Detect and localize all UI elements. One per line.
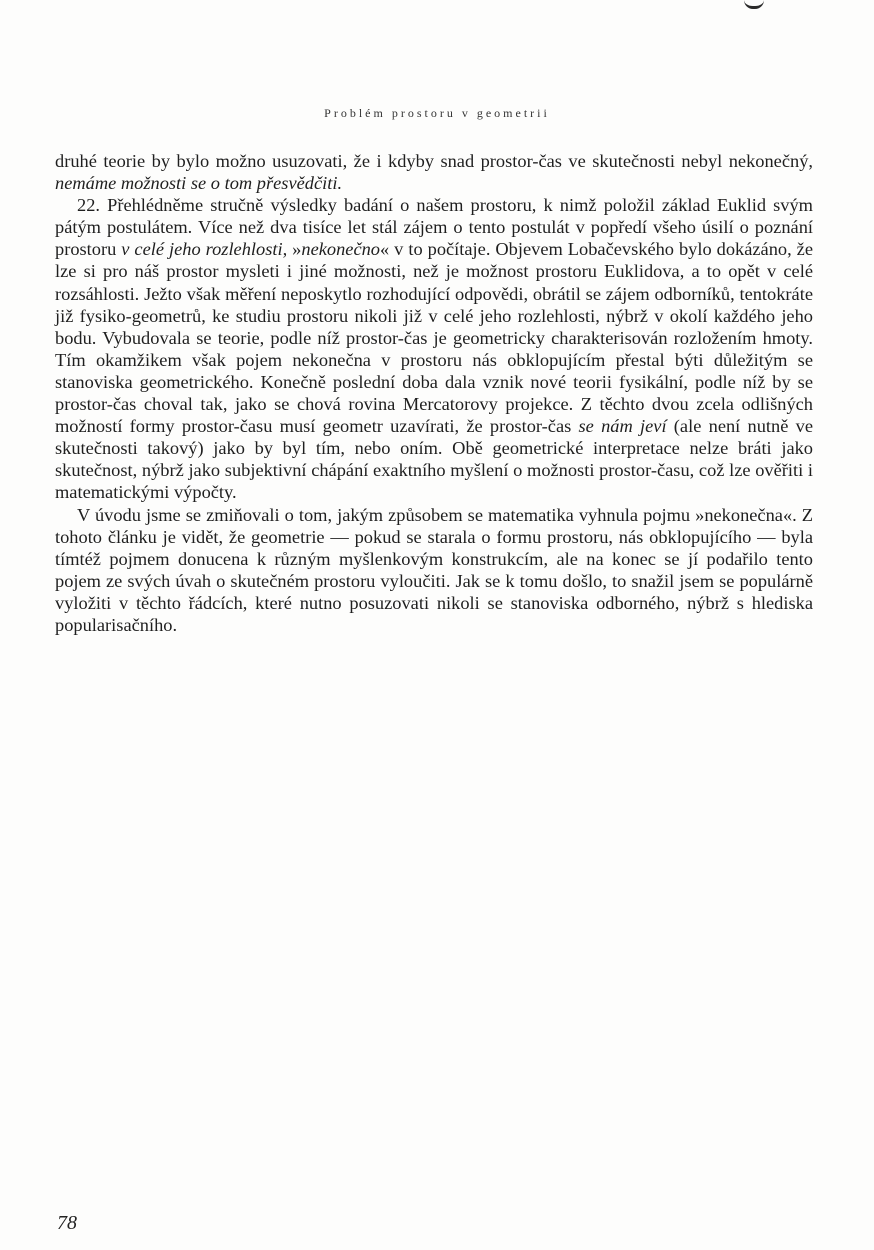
- italic-run: se nám jeví: [578, 416, 667, 437]
- running-head: Problém prostoru v geometrii: [324, 106, 550, 120]
- text-run: druhé teorie by bylo možno usuzovati, že i kdyby snad prostor-čas ve skutečnosti nebyl nekonečný,: [55, 151, 813, 171]
- text-run: 22. Přehlédněme stručně výsledky badání o našem prostoru, k nimž položil základ Euklid svým pátým postulátem. Více než dva tisíce let stál zájem o tento postulát v popředí všeho úsilí o poznání prostoru: [55, 195, 813, 260]
- corner-ink-mark: [744, 0, 764, 9]
- italic-run: v celé jeho rozlehlosti,: [121, 239, 288, 260]
- text-run: « v to počítaje. Objevem Lobačevského bylo dokázáno, že lze si pro náš prostor mysleti i jiné možnosti, než je možnost prostoru Euklidova, a to opět v celé rozsáhlosti. Ježto však měření neposkytlo rozhodující odpovědi, obrátil se zájem odborníků, tentokráte již fysiko-geometrů, ke studiu prostoru nikoli již v celé jeho rozlehlosti, nýbrž v okolí každého jeho bodu. Vybudovala se teorie, podle níž prostor-čas je geometricky charakterisován rozložením hmoty. Tím okamžikem však pojem nekonečna v prostoru nás obklopujícím přestal býti důležitým se stanoviska geometrického. Konečně poslední doba dala vznik nové teorii fysikální, podle níž by se prostor-čas choval tak, jako se chová rovina Mercatorovy projekce. Z těchto dvou zcela odlišných možností formy prostor-času musí geometr uzavírati, že prostor-čas: [55, 239, 813, 437]
- italic-run: nemáme možnosti se o tom přesvědčiti.: [55, 173, 343, 194]
- paragraph-3: [55, 504, 813, 637]
- paragraph-2: [55, 194, 813, 503]
- body-text: [55, 150, 813, 636]
- italic-run: nekonečno: [301, 239, 381, 260]
- paragraph-1: [55, 150, 813, 194]
- text-run: (ale není nutně ve skutečnosti takový) jako by byl tím, nebo oním. Obě geometrické interpretace nelze bráti jako skutečnost, nýbrž jako subjektivní chápání exaktního myšlení o možnosti prostor-času, což lze ověřiti i matematickými výpočty.: [55, 416, 813, 503]
- page-number: 78: [57, 1212, 77, 1234]
- text-run: »: [287, 239, 302, 260]
- text-run: V úvodu jsme se zmiňovali o tom, jakým způsobem se matematika vyhnula pojmu »nekonečna«. Z tohoto článku je vidět, že geometrie — pokud se starala o formu prostoru, nás obklopujícího — byla tímtéž pojmem donucena k různým myšlenkovým konstrukcím, ale na konec se jí podařilo tento pojem ze svých úvah o skutečném prostoru vyloučiti. Jak se k tomu došlo, to snažil jsem se populárně vyložiti v těchto řádcích, které nutno posuzovati nikoli se stanoviska odborného, nýbrž s hlediska popularisačního.: [55, 504, 813, 635]
